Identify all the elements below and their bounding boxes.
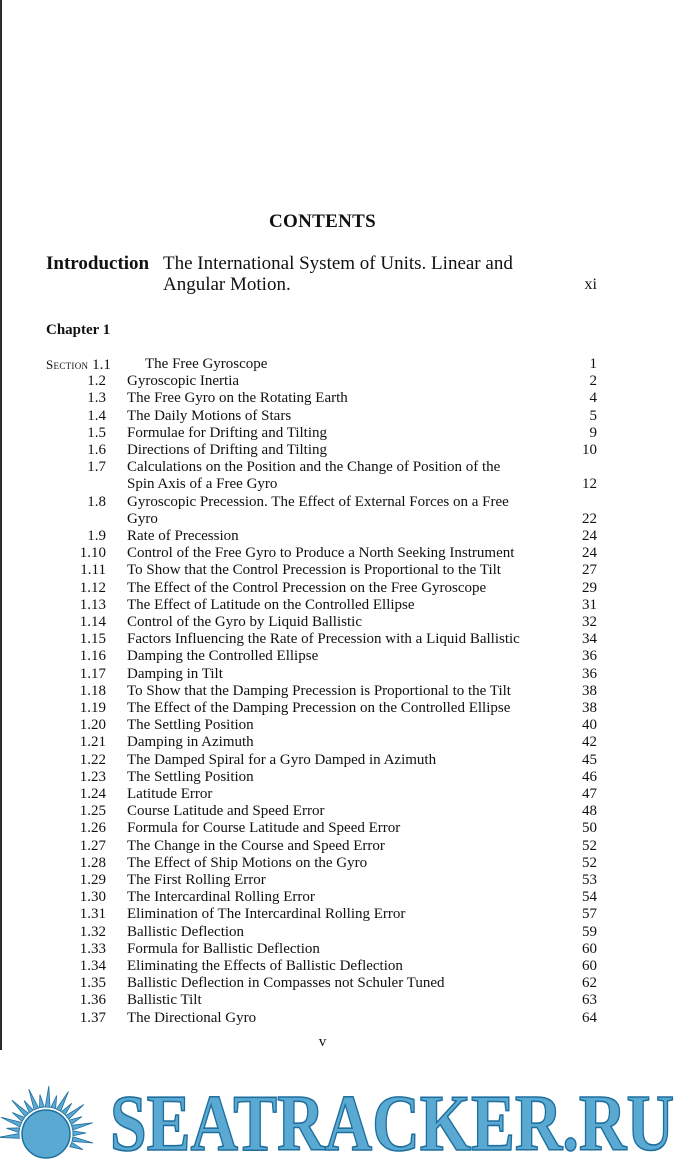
toc-entry-number: 1.10: [79, 545, 106, 562]
toc-entry-number: 1.24: [79, 786, 106, 802]
toc-entry-title: [127, 683, 553, 700]
toc-entry-number: 1.35: [79, 975, 106, 992]
toc-entry-page: 31: [582, 596, 597, 613]
section-word: Section: [46, 357, 89, 372]
toc-entry-title: [127, 631, 553, 648]
sun-ray: [45, 1086, 50, 1107]
toc-entry-page: 24: [582, 545, 597, 562]
intro-page-number: xi: [584, 276, 597, 293]
toc-entry-title: [127, 425, 553, 442]
page-title: CONTENTS: [269, 211, 376, 232]
sun-ray: [73, 1131, 86, 1136]
toc-entry: [46, 786, 597, 803]
toc-entry-number: 1.16: [79, 648, 106, 665]
toc-entry-page: 62: [582, 975, 597, 992]
toc-entry-number: 1.25: [79, 803, 106, 820]
intro-label: Introduction: [46, 253, 150, 274]
toc-entry-page: 46: [582, 768, 597, 785]
toc-entry-title: [127, 752, 553, 769]
toc-entry-title-line: The Settling Position: [127, 717, 254, 734]
toc-entry: [46, 459, 597, 493]
toc-entry: [46, 906, 597, 923]
toc-entry-title-line: Formula for Ballistic Deflection: [127, 940, 320, 957]
toc-entry: [46, 975, 597, 992]
toc-entry-title: [127, 408, 553, 425]
toc-entry: [46, 803, 597, 820]
toc-entry-title: [127, 580, 553, 597]
toc-entry: [46, 666, 597, 683]
toc-entry: [46, 924, 597, 941]
toc-entry-title: [127, 872, 553, 889]
toc-entry-number: 1.5: [87, 424, 106, 441]
sun-ray: [69, 1117, 82, 1125]
toc-entry-number: 1.11: [80, 562, 106, 579]
toc-entry-title-line: Control of the Gyro by Liquid Ballistic: [127, 614, 362, 630]
toc-entry: [46, 442, 597, 459]
toc-entry-page: 9: [589, 424, 597, 441]
toc-entry-number: 1.14: [79, 614, 106, 630]
toc-entry-number: 1.23: [79, 768, 106, 785]
toc-entry-title: [127, 373, 553, 390]
toc-entry-title: [127, 958, 553, 975]
toc-entry-title: [127, 442, 553, 459]
toc-entry-page: 63: [582, 992, 597, 1009]
toc-entry-page: 36: [582, 648, 597, 665]
watermark-sun-icon: [0, 1068, 105, 1171]
toc-entry-number: 1.21: [79, 734, 106, 751]
toc-entry-title: [127, 889, 553, 906]
toc-entry-number: 1.2: [87, 373, 106, 390]
toc-entry-title: [127, 992, 553, 1009]
toc-entry-number: 1.34: [79, 958, 106, 974]
toc-entry: [46, 562, 597, 579]
toc-entry-number: 1.20: [79, 717, 106, 734]
toc-entry-page: 5: [589, 407, 597, 424]
sun-ray: [70, 1142, 83, 1149]
toc-entry-title-line: Rate of Precession: [127, 528, 239, 544]
toc-entry-title-line: Factors Influencing the Rate of Precession with a Liquid Ballistic: [127, 631, 520, 648]
toc-entry: [46, 545, 597, 562]
toc-entry-page: 52: [582, 854, 597, 871]
toc-entry-title: [127, 666, 553, 683]
toc-entry-title-line: Directions of Drifting and Tilting: [127, 442, 327, 458]
toc-entry-page: 52: [582, 837, 597, 854]
toc-entry-title-line: Damping in Azimuth: [127, 734, 254, 751]
toc-entry-title-line: The Free Gyro on the Rotating Earth: [127, 390, 348, 407]
toc-entry-title-line: Damping the Controlled Ellipse: [127, 648, 319, 665]
toc-entry: [46, 855, 597, 872]
toc-entry-title: [127, 734, 553, 751]
toc-entry-title: [127, 545, 553, 562]
sun-ray: [40, 1095, 45, 1108]
toc-entry-number: 1.4: [87, 407, 106, 424]
toc-entry-title-line: Damping in Tilt: [127, 665, 223, 682]
toc-entry-title: [127, 528, 553, 545]
toc-entry-number: 1.15: [79, 631, 106, 648]
toc-entry-number: 1.17: [79, 665, 106, 682]
toc-entry: [46, 838, 597, 855]
toc-entry-title: [127, 648, 553, 665]
toc-entry-number: 1.29: [79, 872, 106, 888]
toc-entry: [46, 494, 597, 528]
toc-entry-title-line: Formulae for Drifting and Tilting: [127, 424, 327, 441]
toc-entry-number: 1.6: [87, 442, 106, 458]
page-folio: v: [318, 1034, 327, 1050]
toc-entry-title: [127, 700, 553, 717]
toc-entry: [46, 356, 597, 373]
toc-entry-title: [127, 717, 553, 734]
toc-entry-title-line: Elimination of The Intercardinal Rolling Error: [127, 906, 406, 923]
toc-entry-number: 1.37: [79, 1009, 106, 1026]
toc-entry-title-line: The First Rolling Error: [127, 872, 266, 888]
toc-entry-title-line: Formula for Course Latitude and Speed Error: [127, 820, 401, 837]
toc-entry-number: 1.22: [79, 751, 106, 768]
toc-entry-number: 1.18: [79, 682, 106, 699]
intro-title: [163, 253, 563, 295]
toc-entry-page: 24: [582, 528, 597, 544]
toc-entry-title-line: The Settling Position: [127, 768, 254, 785]
toc-entry-title: [127, 838, 553, 855]
toc-entry: [46, 683, 597, 700]
toc-entry-title: [127, 941, 553, 958]
toc-entry-number: 1.9: [87, 528, 106, 544]
toc-entry-number: [46, 356, 146, 374]
toc-entry: [46, 373, 597, 390]
sun-ray: [0, 1134, 19, 1139]
toc-entry-title-line: The Intercardinal Rolling Error: [127, 889, 315, 906]
toc-entry-page: 53: [582, 872, 597, 888]
toc-entry: [46, 992, 597, 1009]
intro-title-line-2: Angular Motion.: [163, 274, 291, 295]
toc-entry-title-continuation: Spin Axis of a Free Gyro: [127, 476, 278, 493]
toc-entry-page: 64: [582, 1009, 597, 1026]
toc-entry-number: 1.8: [87, 493, 106, 510]
toc-entry-title: [127, 390, 553, 407]
toc-entry-number: 1.33: [79, 940, 106, 957]
toc-entry-page: 27: [582, 562, 597, 579]
toc-entry-number: 1.30: [79, 889, 106, 906]
toc-entry: [46, 889, 597, 906]
toc-entry: [46, 734, 597, 751]
toc-entry-title: [127, 855, 553, 872]
toc-entry-page: 29: [582, 579, 597, 596]
toc-entry-page: 12: [582, 476, 597, 493]
toc-entry-page: 40: [582, 717, 597, 734]
toc-entry-title: [127, 769, 553, 786]
toc-entry-page: 45: [582, 751, 597, 768]
toc-entry-number: 1.36: [79, 992, 106, 1009]
toc-entry-number: 1.7: [87, 459, 106, 476]
toc-entry-title-line: The Change in the Course and Speed Error: [127, 837, 385, 854]
toc-entry-title-line: The Free Gyroscope: [145, 356, 268, 372]
toc-entry-title: [127, 906, 553, 923]
toc-entry: [46, 872, 597, 889]
toc-entry-page: 42: [582, 734, 597, 751]
toc-entry-title-line: Course Latitude and Speed Error: [127, 803, 325, 820]
toc-entry-number: 1.26: [79, 820, 106, 837]
toc-entry-title: [127, 614, 553, 631]
toc-entry-title-line: Eliminating the Effects of Ballistic Deflection: [127, 958, 403, 974]
toc-entry-title-line: To Show that the Damping Precession is Proportional to the Tilt: [127, 682, 511, 699]
sun-ray: [6, 1128, 19, 1133]
sun-ray: [51, 1096, 57, 1109]
section-number: 1.1: [92, 357, 111, 373]
toc-entry: [46, 408, 597, 425]
toc-entry: [46, 597, 597, 614]
toc-entry-number: 1.19: [79, 700, 106, 716]
toc-entry: [46, 425, 597, 442]
toc-entry-page: 36: [582, 665, 597, 682]
toc-entry-page: 47: [582, 786, 597, 802]
toc-entry-page: 59: [582, 923, 597, 940]
toc-entry: [46, 390, 597, 407]
toc-entry-title: [127, 820, 553, 837]
toc-entry-number: 1.31: [79, 906, 106, 923]
toc-entry-title: [127, 975, 553, 992]
toc-entry-title: [127, 597, 553, 614]
toc-entry: [46, 614, 597, 631]
toc-entry: [46, 528, 597, 545]
toc-entry-number: 1.13: [79, 596, 106, 613]
toc-entry: [46, 717, 597, 734]
toc-entry-title-line: The Daily Motions of Stars: [127, 407, 292, 424]
toc-entry-number: 1.27: [79, 837, 106, 854]
toc-entry: [46, 1010, 597, 1027]
toc-entry-page: 57: [582, 906, 597, 923]
toc-entry-title-line: Gyroscopic Inertia: [127, 373, 240, 390]
toc-entry-title-line: Latitude Error: [127, 786, 213, 802]
toc-entry-title-continuation: Gyro: [127, 510, 158, 527]
toc-entry-page: 50: [582, 820, 597, 837]
toc-entry: [46, 631, 597, 648]
toc-entry: [46, 700, 597, 717]
toc-entry-title: [127, 1010, 553, 1027]
toc-entry-title-line: The Directional Gyro: [127, 1009, 257, 1026]
toc-entry-title-line: The Effect of the Damping Precession on the Controlled Ellipse: [127, 700, 511, 716]
toc-entry-title-line: Gyroscopic Precession. The Effect of External Forces on a Free: [127, 493, 509, 510]
toc-entry-number: 1.32: [79, 923, 106, 940]
toc-entry-title: [127, 459, 553, 493]
toc-entry-title-line: Control of the Free Gyro to Produce a North Seeking Instrument: [127, 545, 515, 562]
toc-entry: [46, 580, 597, 597]
toc-entry-title-line: The Effect of the Control Precession on the Free Gyroscope: [127, 579, 487, 596]
watermark-logo: [108, 1082, 678, 1158]
toc-entry-title: [127, 786, 553, 803]
chapter-heading: Chapter 1: [46, 322, 111, 338]
toc-entry-number: 1.28: [79, 854, 106, 871]
toc-entry-number: 1.3: [87, 390, 106, 407]
toc-entry-page: 10: [582, 442, 597, 458]
toc-entry-title: [145, 356, 571, 373]
toc-entry: [46, 958, 597, 975]
toc-entry-title: [127, 562, 553, 579]
toc-entry-number: 1.12: [79, 579, 106, 596]
toc-entry-title-line: The Damped Spiral for a Gyro Damped in Azimuth: [127, 751, 437, 768]
toc-entry-title-line: Ballistic Deflection: [127, 923, 245, 940]
page-edge-line: [0, 0, 2, 1050]
toc-entry-title-line: To Show that the Control Precession is Proportional to the Tilt: [127, 562, 501, 579]
sun-ray: [72, 1137, 93, 1143]
toc-entry: [46, 752, 597, 769]
toc-entry-page: 34: [582, 631, 597, 648]
toc-entry-page: 54: [582, 889, 597, 906]
toc-entry-page: 38: [582, 700, 597, 716]
toc-entry-title-line: Ballistic Tilt: [127, 992, 202, 1009]
toc-entry-page: 48: [582, 803, 597, 820]
toc-entry: [46, 769, 597, 786]
toc-entry-title-line: Calculations on the Position and the Change of Position of the: [127, 459, 501, 476]
toc-entry-title-line: Ballistic Deflection in Compasses not Schuler Tuned: [127, 975, 445, 992]
toc-entry-page: 60: [582, 958, 597, 974]
toc-entry-title-line: The Effect of Ship Motions on the Gyro: [127, 854, 368, 871]
toc-entry-page: 38: [582, 682, 597, 699]
intro-title-line-1: The International System of Units. Linear and: [163, 253, 513, 274]
toc-entry: [46, 941, 597, 958]
toc-entry-title: [127, 803, 553, 820]
toc-entry-page: 1: [589, 356, 597, 372]
toc-entry: [46, 820, 597, 837]
toc-entry-title: [127, 494, 553, 528]
toc-entry-page: 32: [582, 614, 597, 630]
toc-entry-page: 22: [582, 510, 597, 527]
sun-ray: [72, 1123, 93, 1130]
toc-entry-page: 2: [589, 373, 597, 390]
toc-entry-title-line: The Effect of Latitude on the Controlled Ellipse: [127, 596, 415, 613]
watermark-text: SEATRACKER.RU: [110, 1082, 674, 1158]
toc-entry: [46, 648, 597, 665]
toc-entry-page: 4: [589, 390, 597, 407]
toc-entry-page: 60: [582, 940, 597, 957]
toc-entry-title: [127, 924, 553, 941]
